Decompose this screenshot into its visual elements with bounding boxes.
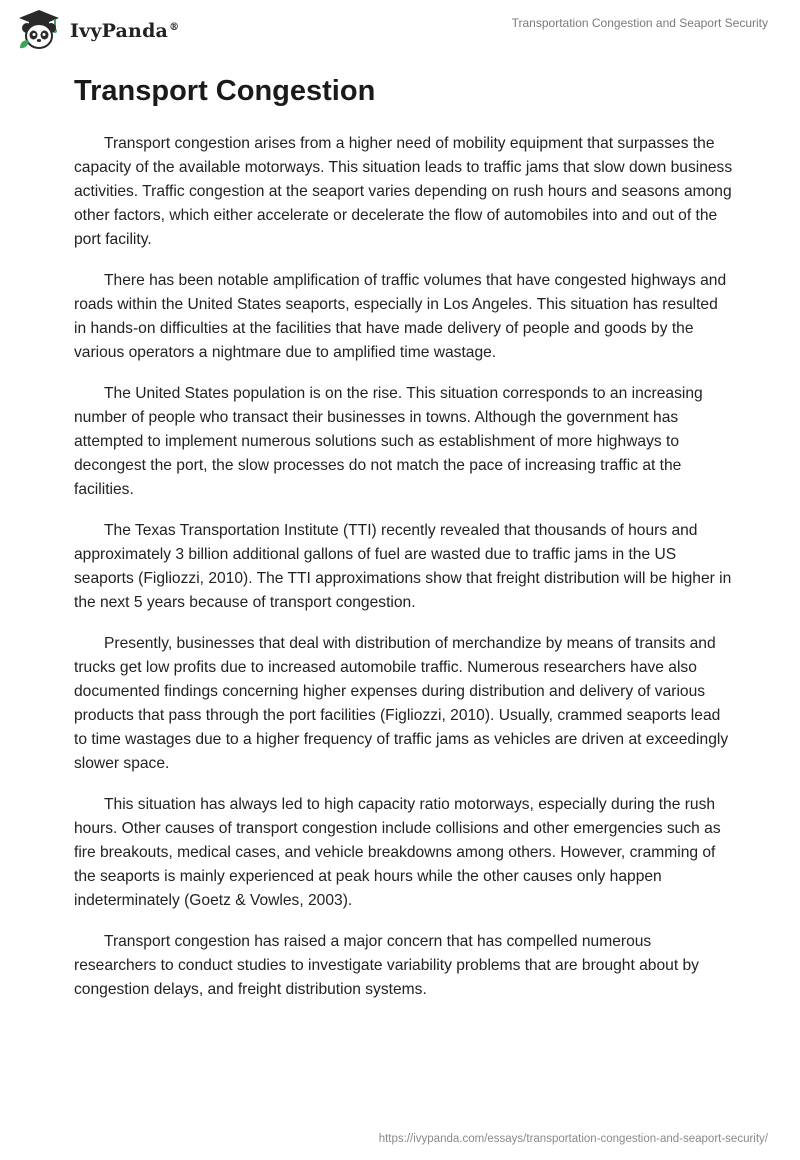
paragraph: The Texas Transportation Institute (TTI) recently revealed that thousands of hours and approximately 3 billion additional gallons of fuel are wasted due to traffic jams in the US seaports (Figliozzi, 2010). The TTI approximations show that freight distribution will be higher in the next 5 years because of transport congestion. [74, 522, 732, 611]
paragraph: The United States population is on the rise. This situation corresponds to an increasing number of people who transact their businesses in towns. Although the government has attempted to implement numerous solutions such as establishment of more highways to decongest the port, the slow processes do not match the pace of increasing traffic at the facilities. [74, 385, 703, 498]
page-header [0, 0, 800, 60]
brand-name-text: IvyPanda [70, 20, 169, 42]
paragraph: There has been notable amplification of traffic volumes that have congested highways and roads within the United States seaports, especially in Los Angeles. This situation has resulted in hands-on difficulties at the facilities that have made delivery of people and goods by the various operators a nightmare due to amplified time wastage. [74, 272, 727, 361]
article-body [74, 72, 734, 1019]
paragraph: Transport congestion has raised a major concern that has compelled numerous researchers to conduct studies to investigate variability problems that are brought about by congestion delays, and freight distribution systems. [74, 933, 699, 998]
paragraph: Transport congestion arises from a higher need of mobility equipment that surpasses the capacity of the available motorways. This situation leads to traffic jams that slow down business activities. Traffic congestion at the seaport varies depending on rush hours and seasons among other factors, which either accelerate or decelerate the flow of automobiles into and out of the port facility. [74, 135, 733, 248]
panda-graduate-icon [14, 8, 64, 52]
section-heading: Transport Congestion [74, 75, 376, 107]
registered-mark: ® [169, 21, 180, 33]
source-url-link[interactable]: https://ivypanda.com/essays/transportation-congestion-and-seaport-security/ [378, 1133, 768, 1145]
paragraph: Presently, businesses that deal with distribution of merchandize by means of transits and trucks get low profits due to increased automobile traffic. Numerous researchers have also documented findings concerning higher expenses during distribution and delivery of various products that pass through the port facilities (Figliozzi, 2010). Usually, crammed seaports lead to time wastages due to a higher frequency of traffic jams as vehicles are driven at exceedingly slower space. [74, 635, 729, 772]
brand-name [70, 20, 179, 42]
document-title: Transportation Congestion and Seaport Security [511, 16, 768, 30]
brand-logo[interactable] [14, 8, 179, 52]
paragraph: This situation has always led to high capacity ratio motorways, especially during the rush hours. Other causes of transport congestion include collisions and other emergencies such as fire breakouts, medical cases, and vehicle breakdowns among others. However, cramming of the seaports is mainly experienced at peak hours while the other causes only happen indeterminately (Goetz & Vowles, 2003). [74, 796, 721, 909]
